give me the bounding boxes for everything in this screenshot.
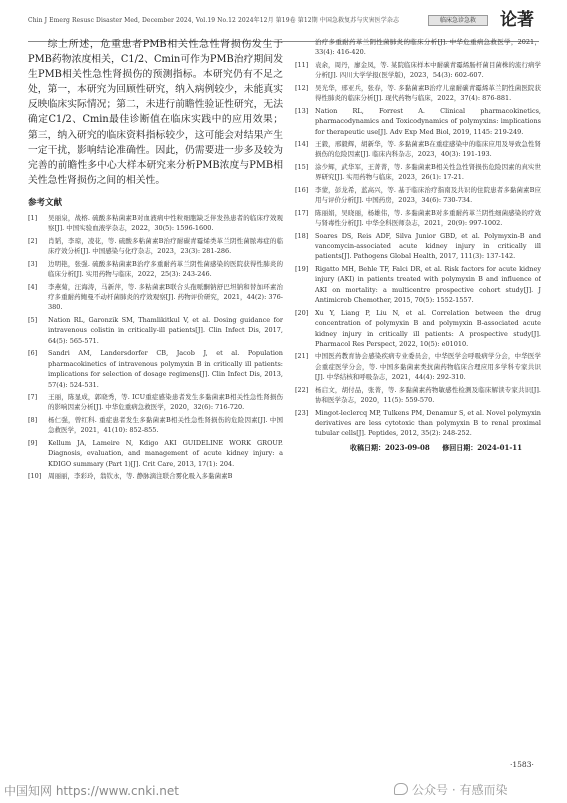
reference-item [295,231,541,262]
reference-item [28,392,283,413]
reference-number: [19] [295,264,309,273]
wechat-watermark [394,781,507,798]
right-column [295,37,541,757]
reference-number: [21] [295,352,309,361]
reference-number: [12] [295,83,309,92]
references-list-right [295,37,541,439]
reference-number: [14] [295,140,309,149]
wechat-icon [394,783,408,795]
reference-text: 吴丽泉，战榕. 硫酸多粘菌素B对血液病中性粒细胞缺乏伴发热患者的临床疗效观察[J]. 中国实验血液学杂志，2022，30(5): 1596-1600. [48,213,283,233]
reference-text: 王丽，陈显成，郭晓秀，等. ICU重症感染患者发生多黏菌素B相关性急性肾损伤的影响因素分析[J]. 中华危重病急救医学，2020，32(6): 716-720. [48,393,283,412]
reference-text: Soares DS, Reis ADF, Silva Junior GBD, et al. Polymyxin-B and vancomycin-associated acute kidney injury in critically ill patients[J]. Pathogens Global Health, 2017, 111(3): 137-142. [315,231,541,261]
reference-item [28,471,283,481]
reference-item [295,106,541,137]
reference-number: [8] [28,415,38,424]
section-title: 论著 [500,10,534,30]
reference-item [295,351,541,382]
reference-number: [10] [28,472,42,481]
reference-number: [23] [295,408,309,417]
reference-number: [15] [295,162,309,171]
reference-item [295,308,541,350]
reference-number: [1] [28,213,38,222]
page-number: ·1583· [510,760,534,769]
reference-item [28,415,283,436]
reference-text: 中国医药教育协会感染疾病专业委员会，中华医学会呼吸病学分会，中华医学会重症医学分会，等. 中国多黏菌素类抗菌药物临床合理应用多学科专家共识[J]. 中华结核和呼吸杂志，2021，44(4): 292-310. [315,352,541,382]
reference-text: 治疗多重耐药革兰阴性菌肺炎的临床分析[J]. 中华危重病急救医学，2021，33(4): 416-420. [315,38,541,57]
reference-text: Rigatto MH, Behle TF, Falci DR, et al. Risk factors for acute kidney injury (AKI) in patients treated with polymyxin B and influence of AKI on mortality: a multicentre prospective cohort study[J]. J Antimicrob Chemother, 2015, 70(5): 1552-1557. [315,264,541,305]
references-heading: 参考文献 [28,197,63,208]
conclusion-paragraph: 综上所述，危重患者PMB相关性急性肾损伤发生于PMB药物浓度相关，C1/2、Cmin可作为PMB治疗期间发生PMB相关性急性肾损伤的预测指标。本研究仍有不足之处，第一，本研究为回顾性研究，纳入病例较少，未能真实反映临床实际情况；第二，未进行前瞻性验证性研究，无法确定C1/2、Cmin最佳诊断值在临床实践中的应用效果；第三，纳入研究的临床资料指标较少，这可能会对结果产生一定干扰，影响结论准确性。因此，仍需要进一步多及较为完善的前瞻性多中心大样本研究来分析PMB浓度与PMB相关性急性肾损伤之间的相关性。 [28,39,283,186]
reference-text: 袁余，周丹，廖金凤，等. 某院临床样本中耐碳青霉烯肠杆菌目菌株的流行病学分析[J]. 四川大学学报(医学版)，2023，54(3): 602-607. [315,60,541,80]
reference-number: [3] [28,259,38,268]
reference-text: Sandri AM, Landersdorfer CB, Jacob J, et al. Population pharmacokinetics of intravenous polymyxin B in critically ill patients: implications for selection of dosage regimens[J]. Clin Infect Dis, 2013, 57(4): 524-531. [48,349,283,389]
reference-text: 李蒙，彭龙希，蓝高兴，等. 基于临床治疗指南及共识的住院患者多黏菌素B应用与评价分析[J]. 中国药房，2023，34(6): 730-734. [315,185,541,205]
reference-text: 吴光华，邢亚兵，张春，等. 多黏菌素B治疗儿童耐碳青霉烯革兰阴性菌医院获得性肺炎的临床分析[J]. 现代药物与临床，2022，37(4): 876-881. [315,83,541,103]
reference-number: [13] [295,106,309,115]
reference-item [28,282,283,313]
reference-text: 涂少辉，武华军，王菁菁，等. 多黏菌素B相关性急性肾损伤危险因素的真实世界研究[J]. 实用药物与临床，2023，26(1): 17-21. [315,162,541,182]
reference-number: [6] [28,349,38,358]
reference-text: 周丽丽，李彩玲，翁钦永，等. 静脉滴注联合雾化吸入多黏菌素B [48,472,233,481]
reference-item [295,83,541,104]
received-revised-dates [295,443,541,453]
reference-number: [4] [28,282,38,291]
left-column [28,37,283,757]
reference-item [295,264,541,306]
reference-item [295,60,541,81]
wechat-account-label: 公众号 · 有感而染 [412,783,508,797]
reference-item [28,236,283,257]
reference-text: Kellum JA, Lameire N, Kdigo AKI GUIDELINE WORK GROUP. Diagnosis, evaluation, and management of acute kidney injury: a KDIGO summary (Part 1)[J]. Crit Care, 2013, 17(1): 204. [48,438,283,468]
reference-text: 边明艳，张强. 硫酸多粘菌素B治疗多重耐药革兰阴性菌感染的医院获得性肺炎的临床分析[J]. 实用药物与临床，2022，25(3): 243-246. [48,259,283,279]
references-list-left [28,213,283,482]
reference-text: 杨仁强，曾红科. 重症患者发生多黏菌素B相关性急性肾损伤的危险因素[J]. 中国急救医学，2021，41(10): 852-855. [48,415,283,435]
reference-item [28,348,283,390]
reference-item [295,37,541,58]
reference-number: [2] [28,236,38,245]
reference-item [295,162,541,183]
running-head: Chin J Emerg Resusc Disaster Med, December 2024, Vol.19 No.12 2024年12月 第19卷 第12期 中国急救复苏与灾害医学杂志 [28,17,400,24]
reference-number: [11] [295,60,309,69]
reference-item [28,315,283,346]
reference-number: [22] [295,385,309,394]
page-footer [0,760,567,803]
reference-number: [5] [28,315,38,324]
reference-number: [9] [28,438,38,447]
reference-item [295,139,541,160]
received-date: 收稿日期：2023-09-08 [350,442,430,452]
reference-item [28,438,283,469]
reference-number: [16] [295,185,309,194]
page-header [0,10,567,32]
reference-number: [20] [295,308,309,317]
reference-text: Mingot-leclercq MP, Tulkens PM, Denamur S, et al. Novel polymyxin derivatives are less cytotoxic than polymyxin B to renal proximal tubular cells[J]. Peptides, 2012, 35(2): 248-252. [315,408,541,438]
reference-text: 杨启文，胡付品，张菁，等. 多黏菌素药物敏感性检测及临床解读专家共识[J]. 协和医学杂志，2020，11(5): 559-570. [315,385,541,405]
reference-item [295,385,541,406]
reference-number: [7] [28,393,38,401]
reference-text: Xu Y, Liang P, Liu N, et al. Correlation between the drug concentration of polymyxin B and polymyxin B-associated acute kidney injury in critically ill patients: A prospective study[J]. Pharmacol Res Perspect, 2022, 10(5): e01010. [315,308,541,348]
reference-text: 李燕菊，汪海涛，马新萍，等. 多粘菌素B联合头孢哌酮钠舒巴坦钠和替加环素治疗多重耐药鲍曼不动杆菌肺炎的疗效观察[J]. 药物评价研究，2021，44(2): 376-380. [48,282,283,312]
reference-item [295,185,541,206]
section-label-box: 临床急诊急救 [428,15,488,26]
reference-item [28,259,283,280]
reference-text: Nation RL, Forrest A. Clinical pharmacokinetics, pharmacodynamics and Toxicodynamics of polymyxins: implications for therapeutic use[J]. Adv Exp Med Biol, 2019, 1145: 219-249. [315,106,541,136]
reference-text: 陈丽娟，吴晓丽，杨雄伟，等. 多黏菌素B对多重耐药革兰阴性细菌感染的疗效与肾毒性分析[J]. 中华全科医师杂志，2021，20(9): 997-1002. [315,208,541,228]
reference-number: [17] [295,208,309,217]
reference-item [295,208,541,229]
revised-date: 修回日期：2024-01-11 [442,442,522,452]
reference-text: 王毅，邢毅辉，胡新华，等. 多黏菌素B在重症感染中的临床应用及导致急性肾损伤的危险因素[J]. 临床内科杂志，2023，40(3): 191-193. [315,140,541,159]
reference-text: 肖韬，李琼，凌花，等. 硫酸多粘菌素B治疗耐碳青霉烯类革兰阴性菌脓毒症的临床疗效分析[J]. 中国感染与化疗杂志，2023，23(3): 281-286. [48,236,283,256]
reference-number: [18] [295,231,309,240]
reference-item [28,213,283,234]
reference-text: Nation RL, Garonzik SM, Thamlikitkul V, et al. Dosing guidance for intravenous colistin in critically-ill patients[J]. Clin Infect Dis, 2017, 64(5): 565-571. [48,315,283,345]
cnki-watermark: 中国知网 https://www.cnki.net [4,784,179,798]
reference-item [295,408,541,439]
